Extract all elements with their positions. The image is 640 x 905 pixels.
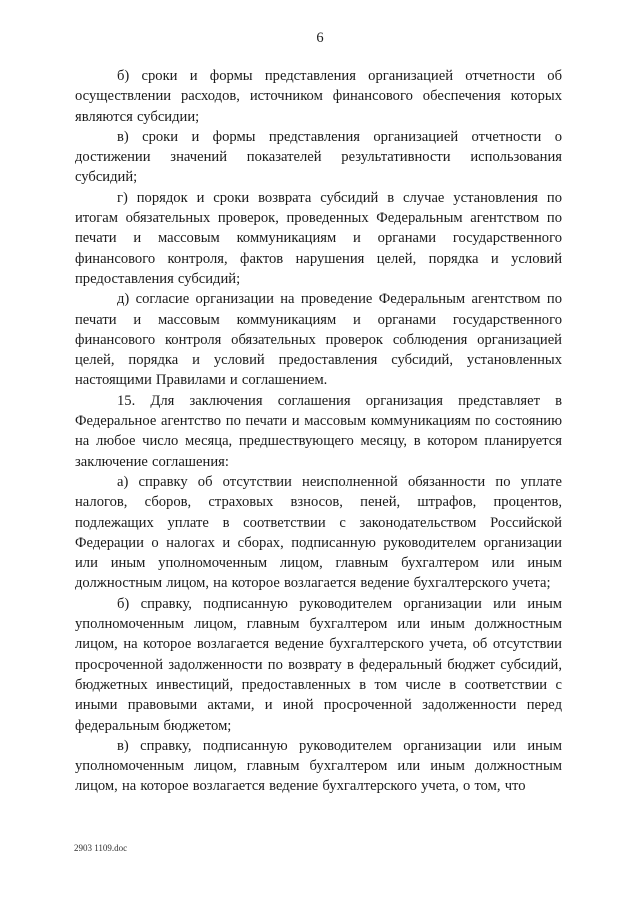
- paragraph-v-reporting-indicators: в) сроки и формы представления организацией отчетности о достижении значений показателей результативности использования субсидий;: [75, 128, 562, 186]
- paragraph-v-certificate: в) справку, подписанную руководителем организации или иным уполномоченным лицом, главным бухгалтером или иным должностным лицом, на которое возлагается ведение бухгалтерского учета, о том, что: [75, 737, 562, 795]
- page-number: 6: [316, 30, 324, 46]
- paragraph-15-agreement-documents: 15. Для заключения соглашения организация представляет в Федеральное агентство по печати и массовым коммуникациям по состоянию на любое число месяца, предшествующего месяцу, в котором планируется заключение соглашения:: [75, 392, 562, 470]
- paragraph-a-tax-certificate: а) справку об отсутствии неисполненной обязанности по уплате налогов, сборов, страховых взносов, пеней, штрафов, процентов, подлежащих уплате в соответствии с законодательством Российской Федерации о налогах и сборах, подписанную руководителем организации или иным уполномоченным лицом, главным бухгалтером или иным должностным лицом, на которое возлагается ведение бухгалтерского учета;: [75, 473, 562, 592]
- paragraph-d-consent-to-inspections: д) согласие организации на проведение Федеральным агентством по печати и массовым коммуникациям и органами государственного финансового контроля обязательных проверок соблюдения организацией целей, порядка и условий предоставления субсидий, установленных настоящими Правилами и соглашением.: [75, 291, 562, 389]
- document-body: [75, 66, 562, 797]
- paragraph-g-return-of-subsidies: г) порядок и сроки возврата субсидий в случае установления по итогам обязательных проверок, проведенных Федеральным агентством по печати и массовым коммуникациям и органами государственного финансового контроля, фактов нарушения целей, порядка и условий предоставления субсидий;: [75, 189, 562, 287]
- paragraph-b-debt-certificate: б) справку, подписанную руководителем организации или иным уполномоченным лицом, главным бухгалтером или иным должностным лицом, на которое возлагается ведение бухгалтерского учета, об отсутствии просроченной задолженности по возврату в федеральный бюджет субсидий, бюджетных инвестиций, предоставленных в том числе в соответствии с иными правовыми актами, и иной просроченной задолженности перед федеральным бюджетом;: [75, 595, 562, 734]
- footer-filename: 2903 1109.doc: [74, 843, 128, 853]
- paragraph-b-reporting-expenses: б) сроки и формы представления организацией отчетности об осуществлении расходов, источником финансового обеспечения которых являются субсидии;: [75, 68, 562, 125]
